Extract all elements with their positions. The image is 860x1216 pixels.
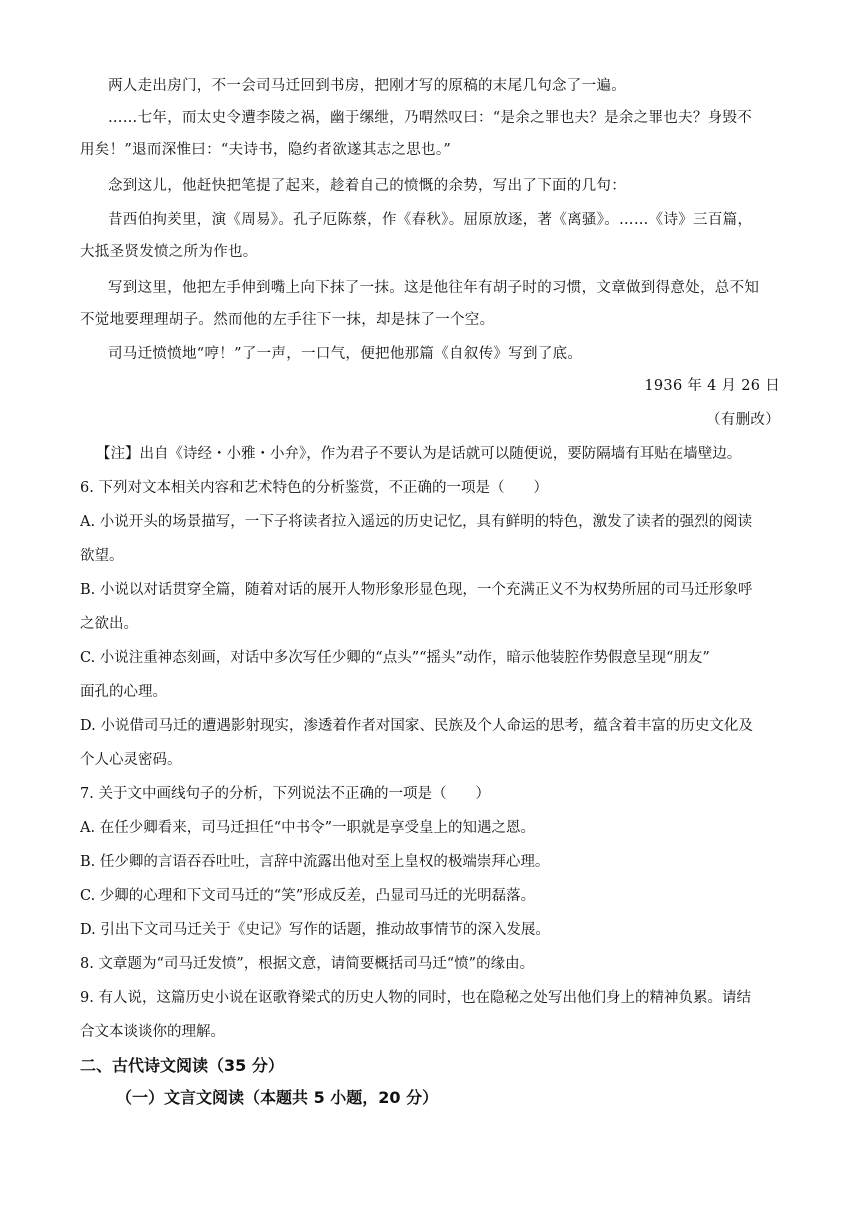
question-6-option-c-line-2: 面孔的心理。 [80, 684, 167, 700]
question-6-option-d-line-2: 个人心灵密码。 [80, 752, 182, 768]
question-7-option-d: D. 引出下文司马迁关于《史记》写作的话题，推动故事情节的深入发展。 [80, 922, 550, 938]
section-2-title: 二、古代诗文阅读（35 分） [80, 1056, 284, 1075]
story-paragraph-3: 念到这儿，他赶快把笔提了起来，趁着自己的愤慨的余势，写出了下面的几句： [108, 178, 626, 194]
story-quote-line-2: 大抵圣贤发愤之所为作也。 [80, 244, 258, 260]
section-2-subtitle: （一）文言文阅读（本题共 5 小题，20 分） [116, 1088, 439, 1107]
story-paragraph-1: 两人走出房门，不一会司马迁回到书房，把刚才写的原稿的末尾几句念了一遍。 [108, 78, 626, 94]
story-edited-note: （有删改） [706, 412, 780, 428]
story-paragraph-5-line-1: 写到这里，他把左手伸到嘴上向下抹了一抹。这是他往年有胡子时的习惯，文章做到得意处，总不知 [108, 280, 760, 296]
question-7-option-a: A. 在任少卿看来，司马迁担任“中书令”一职就是享受皇上的知遇之恩。 [80, 820, 536, 836]
question-6-option-c-line-1: C. 小说注重神态刻画，对话中多次写任少卿的“点头”“摇头”动作，暗示他装腔作势假意呈现“朋友” [80, 650, 710, 666]
question-6-option-d-line-1: D. 小说借司马迁的遭遇影射现实，渗透着作者对国家、民族及个人命运的思考，蕴含着丰富的历史文化及 [80, 718, 753, 734]
question-6-stem: 6. 下列对文本相关内容和艺术特色的分析鉴赏，不正确的一项是（ ） [80, 480, 548, 496]
question-8: 8. 文章题为“司马迁发愤”，根据文意，请简要概括司马迁“愤”的缘由。 [80, 956, 535, 972]
story-paragraph-6: 司马迁愤愤地“哼！”了一声，一口气，便把他那篇《自叙传》写到了底。 [108, 346, 583, 362]
story-paragraph-5-line-2: 不觉地要理理胡子。然而他的左手往下一抹，却是抹了一个空。 [80, 312, 495, 328]
question-6-option-a-line-1: A. 小说开头的场景描写，一下子将读者拉入遥远的历史记忆，具有鲜明的特色，激发了读者的强烈的阅读 [80, 514, 753, 530]
story-quote-line-1: 昔西伯拘羑里，演《周易》。孔子厄陈蔡，作《春秋》。屈原放逐，著《离骚》。……《诗》三百篇， [108, 212, 753, 228]
question-6-option-b-line-2: 之欲出。 [80, 616, 138, 632]
footnote: 【注】出自《诗经・小雅・小弁》，作为君子不要认为是话就可以随便说，要防隔墙有耳贴在墙壁边。 [96, 446, 742, 462]
question-9-line-1: 9. 有人说，这篇历史小说在讴歌脊梁式的历史人物的同时，也在隐秘之处写出他们身上的精神负累。请结 [80, 990, 751, 1006]
question-7-option-b: B. 任少卿的言语吞吞吐吐，言辞中流露出他对至上皇权的极端崇拜心理。 [80, 854, 550, 870]
question-6-option-b-line-1: B. 小说以对话贯穿全篇，随着对话的展开人物形象形显色现，一个充满正义不为权势所屈的司马迁形象呼 [80, 582, 753, 598]
question-6-option-a-line-2: 欲望。 [80, 548, 124, 564]
story-paragraph-2-line-1: ……七年，而太史令遭李陵之祸，幽于缧绁，乃喟然叹曰：“是余之罪也夫？是余之罪也夫？身毁不 [108, 110, 753, 126]
question-7-stem: 7. 关于文中画线句子的分析，下列说法不正确的一项是（ ） [80, 786, 490, 802]
story-date: 1936 年 4 月 26 日 [644, 378, 780, 394]
question-9-line-2: 合文本谈谈你的理解。 [80, 1024, 225, 1040]
question-7-option-c: C. 少卿的心理和下文司马迁的“笑”形成反差，凸显司马迁的光明磊落。 [80, 888, 536, 904]
story-paragraph-2-line-2: 用矣！”退而深惟曰：“夫诗书，隐约者欲遂其志之思也。” [80, 142, 452, 158]
